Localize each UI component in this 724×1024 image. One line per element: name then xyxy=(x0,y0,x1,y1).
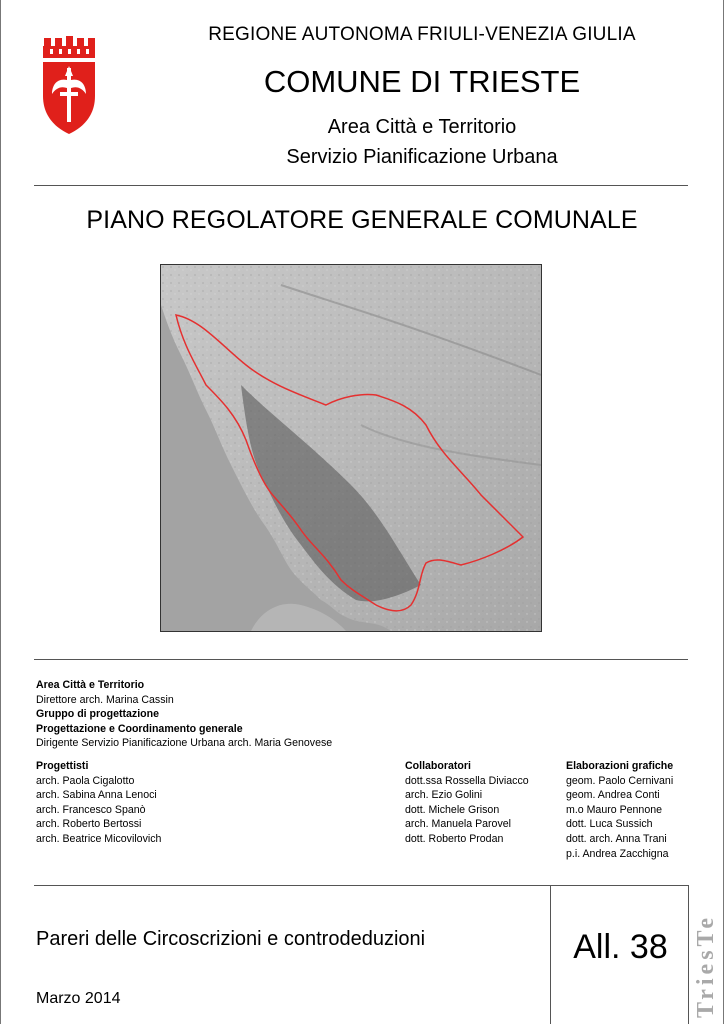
collaboratori-heading: Collaboratori xyxy=(405,760,471,772)
manager-line: Dirigente Servizio Pianificazione Urbana arch. Maria Genovese xyxy=(36,737,333,750)
list-item: arch. Roberto Bertossi xyxy=(36,818,142,831)
director-line: Direttore arch. Marina Cassin xyxy=(36,693,174,706)
list-item: p.i. Andrea Zacchigna xyxy=(566,847,669,860)
trieste-vertical-logo xyxy=(689,886,723,1024)
comune-name: COMUNE DI TRIESTE xyxy=(263,64,581,99)
list-item: dott. Luca Sussich xyxy=(566,818,653,831)
territory-map-image xyxy=(160,264,542,632)
plan-title: PIANO REGOLATORE GENERALE COMUNALE xyxy=(86,206,638,234)
list-item: arch. Ezio Golini xyxy=(405,789,483,802)
divider-vertical-1 xyxy=(550,885,551,1024)
list-item: arch. Sabina Anna Lenoci xyxy=(36,789,157,802)
coat-of-arms-icon xyxy=(40,36,98,136)
region-name: REGIONE AUTONOMA FRIULI-VENEZIA GIULIA xyxy=(208,24,636,45)
collaboratori-column xyxy=(405,759,529,847)
list-item: dott. Roberto Prodan xyxy=(405,832,504,845)
page-border-left xyxy=(0,0,1,1024)
department-name: Area Città e Territorio xyxy=(327,116,517,138)
list-item: geom. Paolo Cernivani xyxy=(566,774,674,787)
progettisti-column xyxy=(36,759,161,847)
elaborazioni-heading: Elaborazioni grafiche xyxy=(566,760,674,772)
service-name: Servizio Pianificazione Urbana xyxy=(286,146,558,168)
list-item: arch. Paola Cigalotto xyxy=(36,774,135,787)
list-item: arch. Francesco Spanò xyxy=(36,803,146,816)
area-heading: Area Città e Territorio xyxy=(36,679,145,691)
list-item: dott. arch. Anna Trani xyxy=(566,832,667,845)
list-item: dott. Michele Grison xyxy=(405,803,500,816)
list-item: m.o Mauro Pennone xyxy=(566,803,662,816)
divider-bottom xyxy=(34,885,688,886)
document-title: Pareri delle Circoscrizioni e controdeduzioni xyxy=(36,928,426,950)
allegato-number: All. 38 xyxy=(573,928,668,966)
trieste-logo-text: TriesTe xyxy=(693,914,719,1018)
list-item: dott.ssa Rossella Diviacco xyxy=(405,774,529,787)
divider-middle xyxy=(34,659,688,660)
group-heading: Gruppo di progettazione xyxy=(36,708,159,721)
list-item: geom. Andrea Conti xyxy=(566,789,660,802)
coordination-heading: Progettazione e Coordinamento generale xyxy=(36,722,243,735)
progettisti-heading: Progettisti xyxy=(36,760,89,772)
divider-top xyxy=(34,185,688,186)
credits-area xyxy=(36,678,332,751)
list-item: arch. Beatrice Micovilovich xyxy=(36,832,162,845)
list-item: arch. Manuela Parovel xyxy=(405,818,511,831)
document-date: Marzo 2014 xyxy=(36,990,121,1007)
elaborazioni-column xyxy=(566,759,673,861)
